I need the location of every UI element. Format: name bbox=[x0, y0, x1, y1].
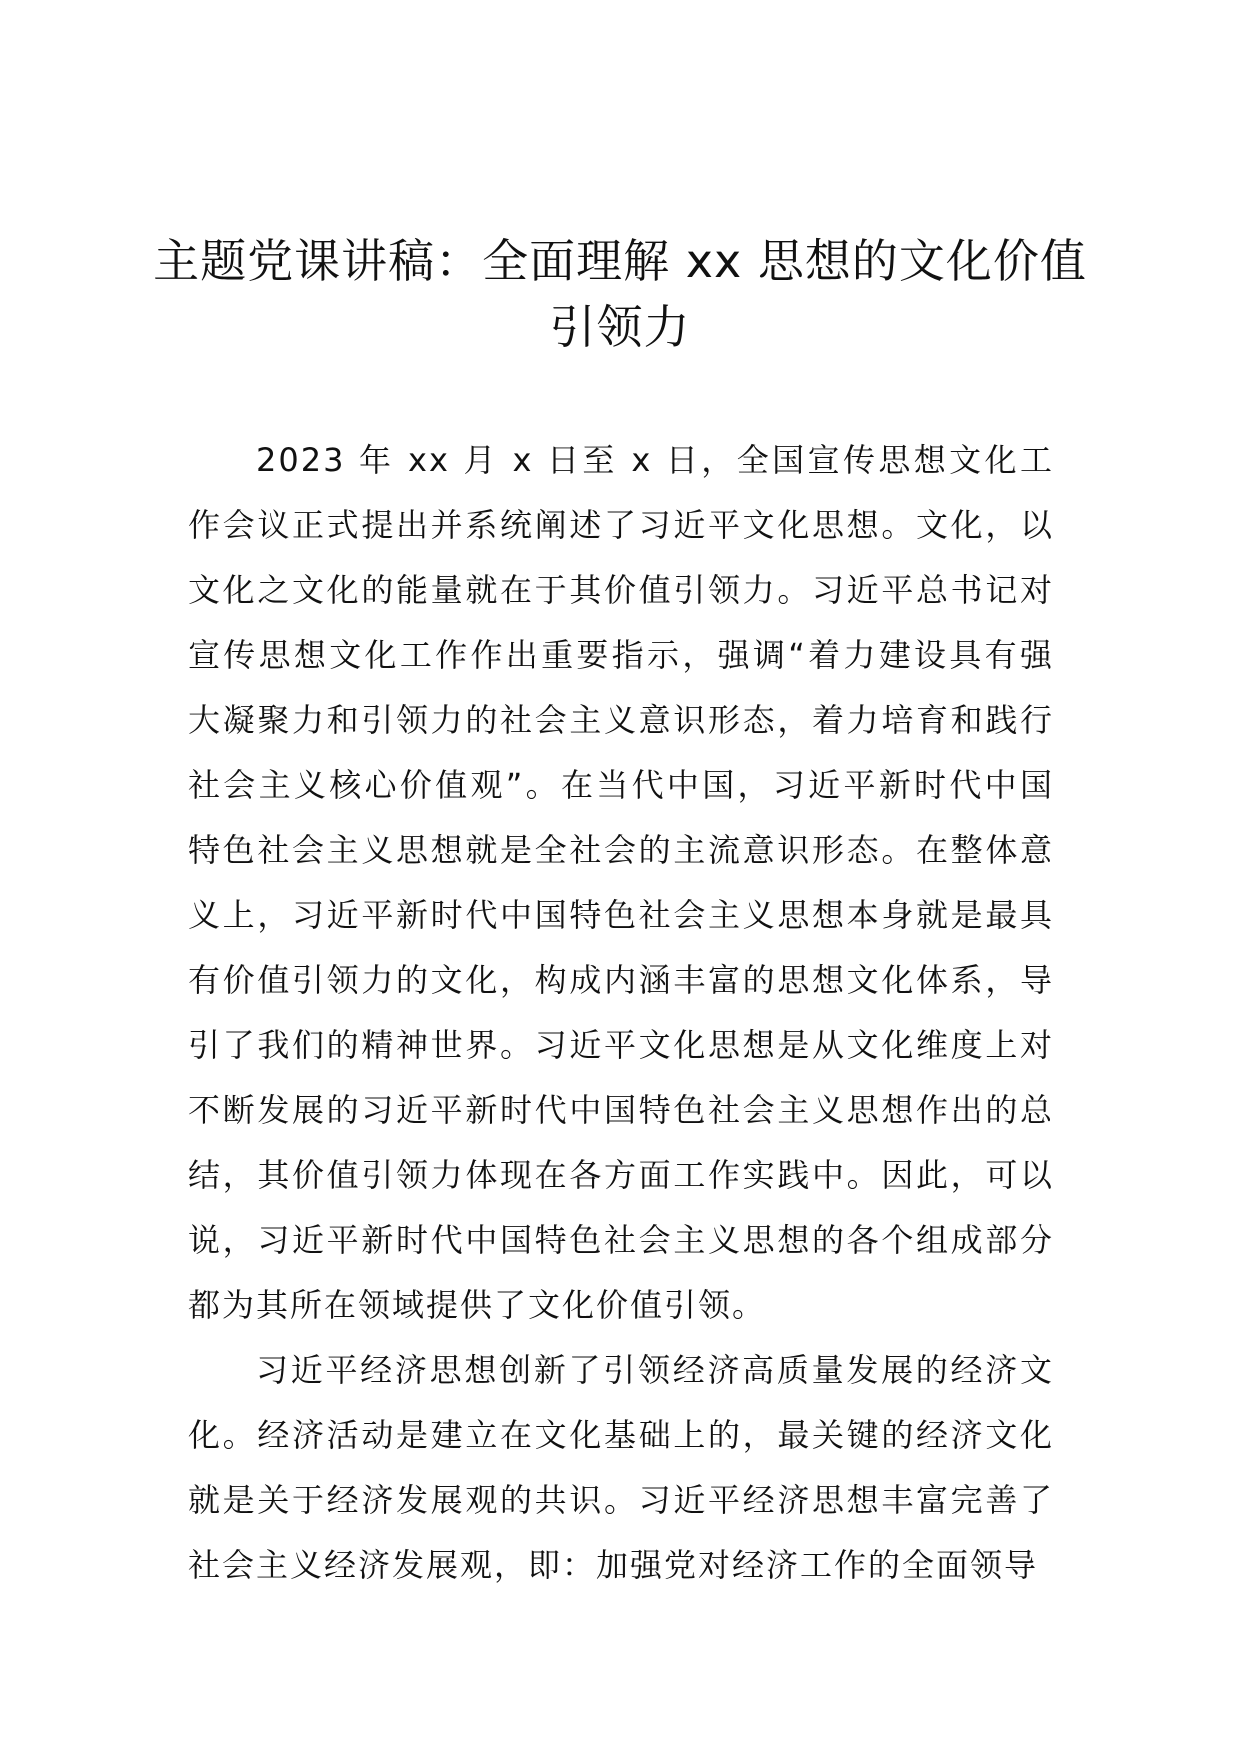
paragraph-2: 习近平经济思想创新了引领经济高质量发展的经济文化。经济活动是建立在文化基础上的，最关键的经济文化就是关于经济发展观的共识。习近平经济思想丰富完善了社会主义经济发展观，即：加强党对经济工作的全面领导 bbox=[188, 1351, 1054, 1584]
document-body bbox=[188, 428, 1054, 1598]
paragraph-1: 2023 年 xx 月 x 日至 x 日，全国宣传思想文化工作会议正式提出并系统阐述了习近平文化思想。文化，以文化之文化的能量就在于其价值引领力。习近平总书记对宣传思想文化工作作出重要指示，强调“着力建设具有强大凝聚力和引领力的社会主义意识形态，着力培育和践行社会主义核心价值观”。在当代中国，习近平新时代中国特色社会主义思想就是全社会的主流意识形态。在整体意义上，习近平新时代中国特色社会主义思想本身就是最具有价值引领力的文化，构成内涵丰富的思想文化体系，导引了我们的精神世界。习近平文化思想是从文化维度上对不断发展的习近平新时代中国特色社会主义思想作出的总结，其价值引领力体现在各方面工作实践中。因此，可以说，习近平新时代中国特色社会主义思想的各个组成部分都为其所在领域提供了文化价值引领。 bbox=[188, 441, 1054, 1324]
document-title: 主题党课讲稿：全面理解 xx 思想的文化价值引领力 bbox=[153, 234, 1087, 354]
